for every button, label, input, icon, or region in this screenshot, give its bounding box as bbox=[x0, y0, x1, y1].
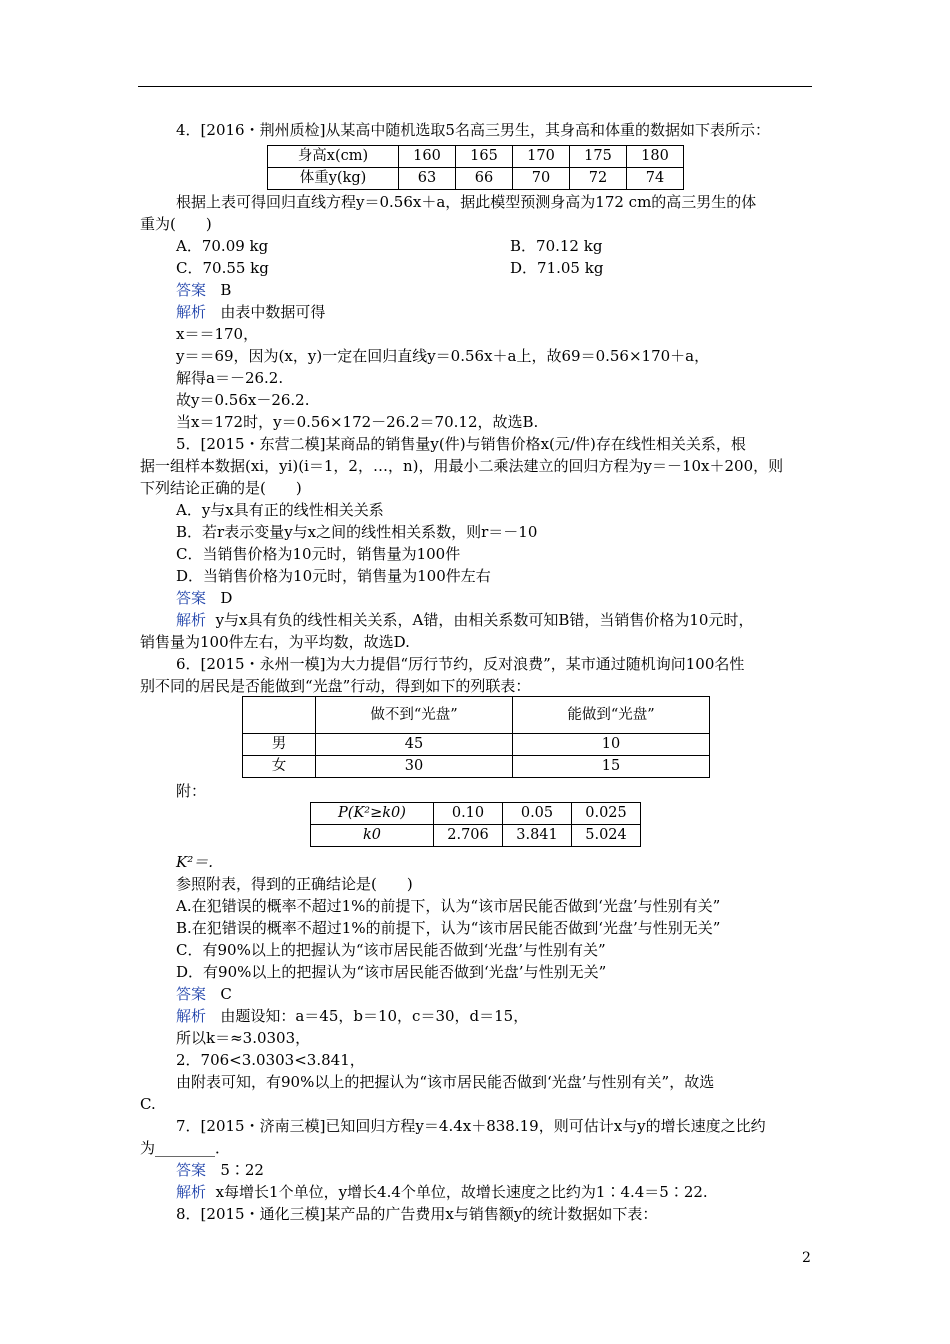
table-cell: 175 bbox=[570, 146, 627, 168]
q5-analysis bbox=[176, 610, 753, 630]
q4-analysis-line-5: 故y＝0.56x－26.2. bbox=[176, 391, 310, 409]
q4-analysis bbox=[176, 302, 325, 322]
q6-appendix-label: 附： bbox=[176, 782, 207, 800]
header-rule bbox=[138, 86, 812, 87]
q4-analysis-line-2: x＝＝170， bbox=[176, 325, 259, 343]
table-cell: 女 bbox=[243, 756, 316, 778]
table-cell: 15 bbox=[513, 756, 710, 778]
table-cell: 180 bbox=[627, 146, 684, 168]
q5-option-d: D．当销售价格为10元时，销售量为100件左右 bbox=[176, 567, 491, 585]
analysis-label: 解析 bbox=[176, 303, 207, 321]
analysis-text: 由题设知：a＝45，b＝10，c＝30，d＝15， bbox=[220, 1007, 529, 1025]
q6-option-a: A.在犯错误的概率不超过1%的前提下，认为“该市居民能否做到‘光盘’与性别有关” bbox=[176, 897, 721, 915]
table-cell: 74 bbox=[627, 168, 684, 190]
q7-analysis bbox=[176, 1182, 708, 1202]
q5-stem-1: 5．[2015・东营二模]某商品的销售量y(件)与销售价格x(元/件)存在线性相关关系，根 bbox=[176, 435, 746, 453]
answer-value: 5∶22 bbox=[220, 1161, 264, 1179]
answer-value: D bbox=[220, 589, 233, 607]
q5-answer bbox=[176, 588, 232, 608]
q6-stem-1: 6．[2015・永州一模]为大力提倡“厉行节约，反对浪费”，某市通过随机询问100名性 bbox=[176, 655, 745, 673]
analysis-text: x每增长1个单位，y增长4.4个单位，故增长速度之比约为1∶4.4＝5∶22. bbox=[215, 1183, 708, 1201]
q6-k2-formula: K²＝. bbox=[176, 853, 213, 871]
q4-text-2: 重为( ) bbox=[140, 215, 212, 233]
table-row bbox=[243, 697, 710, 734]
table-row bbox=[268, 168, 684, 190]
table-row bbox=[311, 825, 641, 847]
answer-label: 答案 bbox=[176, 281, 207, 299]
table-cell: 63 bbox=[399, 168, 456, 190]
analysis-label: 解析 bbox=[176, 611, 207, 629]
q5-analysis-line-2: 销售量为100件左右，为平均数，故选D. bbox=[140, 633, 410, 651]
analysis-text: y与x具有负的线性相关关系，A错，由相关系数可知B错，当销售价格为10元时， bbox=[215, 611, 754, 629]
q6-analysis-line-4: 由附表可知，有90%以上的把握认为“该市居民能否做到‘光盘’与性别有关”，故选 bbox=[176, 1073, 715, 1091]
q7-stem-1: 7．[2015・济南三模]已知回归方程y＝4.4x＋838.19，则可估计x与y的增长速度之比约 bbox=[176, 1117, 766, 1135]
table-cell: P(K²≥k0) bbox=[311, 803, 434, 825]
table-row bbox=[268, 146, 684, 168]
q7-answer bbox=[176, 1160, 264, 1180]
table-cell: k0 bbox=[311, 825, 434, 847]
table-cell: 170 bbox=[513, 146, 570, 168]
q4-option-c: C．70.55 kg bbox=[176, 259, 269, 277]
table-cell: 0.10 bbox=[434, 803, 503, 825]
q5-option-a: A．y与x具有正的线性相关关系 bbox=[176, 501, 384, 519]
q5-option-b: B．若r表示变量y与x之间的线性相关系数，则r＝－10 bbox=[176, 523, 538, 541]
q4-option-d: D．71.05 kg bbox=[510, 259, 604, 277]
q5-stem-2: 据一组样本数据(xi，yi)(i＝1，2，…，n)，用最小二乘法建立的回归方程为y＝－10x＋200，则 bbox=[140, 457, 784, 475]
page-number: 2 bbox=[802, 1250, 811, 1266]
table-cell: 男 bbox=[243, 734, 316, 756]
q4-option-a: A．70.09 kg bbox=[176, 237, 269, 255]
analysis-text: 由表中数据可得 bbox=[220, 303, 326, 321]
analysis-label: 解析 bbox=[176, 1007, 207, 1025]
q6-option-d: D．有90%以上的把握认为“该市居民能否做到‘光盘’与性别无关” bbox=[176, 963, 607, 981]
answer-label: 答案 bbox=[176, 589, 207, 607]
q5-option-c: C．当销售价格为10元时，销售量为100件 bbox=[176, 545, 461, 563]
q6-stem-3: 参照附表，得到的正确结论是( ) bbox=[176, 875, 413, 893]
q6-analysis-line-5: C. bbox=[140, 1095, 156, 1113]
q4-analysis-line-6: 当x＝172时，y＝0.56×172－26.2＝70.12，故选B. bbox=[176, 413, 539, 431]
q4-analysis-line-4: 解得a＝－26.2. bbox=[176, 369, 284, 387]
q4-stem: 4．[2016・荆州质检]从某高中随机选取5名高三男生，其身高和体重的数据如下表所示： bbox=[176, 121, 770, 139]
q6-contingency-table bbox=[242, 696, 710, 778]
table-cell: 0.025 bbox=[572, 803, 641, 825]
table-cell: 0.05 bbox=[503, 803, 572, 825]
table-row bbox=[243, 756, 710, 778]
q6-critical-value-table bbox=[310, 802, 641, 847]
table-cell: 165 bbox=[456, 146, 513, 168]
table-cell: 10 bbox=[513, 734, 710, 756]
q6-answer bbox=[176, 984, 232, 1004]
q7-stem-2: 为________． bbox=[140, 1139, 231, 1157]
table-cell bbox=[243, 697, 316, 734]
table-cell: 66 bbox=[456, 168, 513, 190]
q4-answer bbox=[176, 280, 231, 300]
table-cell: 体重y(kg) bbox=[268, 168, 399, 190]
table-cell: 2.706 bbox=[434, 825, 503, 847]
table-cell: 3.841 bbox=[503, 825, 572, 847]
q5-stem-3: 下列结论正确的是( ) bbox=[140, 479, 302, 497]
table-cell: 5.024 bbox=[572, 825, 641, 847]
table-row bbox=[243, 734, 710, 756]
q6-analysis-line-2: 所以k＝≈3.0303， bbox=[176, 1029, 311, 1047]
answer-value: B bbox=[220, 281, 232, 299]
q4-text-1: 根据上表可得回归直线方程y＝0.56x＋a，据此模型预测身高为172 cm的高三男生的体 bbox=[176, 193, 757, 211]
answer-value: C bbox=[220, 985, 232, 1003]
table-cell: 45 bbox=[316, 734, 513, 756]
table-cell: 30 bbox=[316, 756, 513, 778]
q4-data-table bbox=[267, 145, 684, 190]
answer-label: 答案 bbox=[176, 1161, 207, 1179]
answer-label: 答案 bbox=[176, 985, 207, 1003]
table-cell: 做不到“光盘” bbox=[316, 697, 513, 734]
table-row bbox=[311, 803, 641, 825]
table-cell: 72 bbox=[570, 168, 627, 190]
table-cell: 身高x(cm) bbox=[268, 146, 399, 168]
table-cell: 70 bbox=[513, 168, 570, 190]
q8-stem-1: 8．[2015・通化三模]某产品的广告费用x与销售额y的统计数据如下表： bbox=[176, 1205, 658, 1223]
q6-analysis bbox=[176, 1006, 528, 1026]
q6-stem-2: 别不同的居民是否能做到“光盘”行动，得到如下的列联表： bbox=[140, 677, 531, 695]
q6-option-b: B.在犯错误的概率不超过1%的前提下，认为“该市居民能否做到‘光盘’与性别无关” bbox=[176, 919, 721, 937]
q4-analysis-line-3: y＝＝69，因为(x，y)一定在回归直线y＝0.56x＋a上，故69＝0.56×170＋a， bbox=[176, 347, 710, 365]
q6-analysis-line-3: 2．706<3.0303<3.841， bbox=[176, 1051, 365, 1069]
analysis-label: 解析 bbox=[176, 1183, 207, 1201]
q6-option-c: C．有90%以上的把握认为“该市居民能否做到‘光盘’与性别有关” bbox=[176, 941, 606, 959]
table-cell: 能做到“光盘” bbox=[513, 697, 710, 734]
table-cell: 160 bbox=[399, 146, 456, 168]
q4-option-b: B．70.12 kg bbox=[510, 237, 603, 255]
